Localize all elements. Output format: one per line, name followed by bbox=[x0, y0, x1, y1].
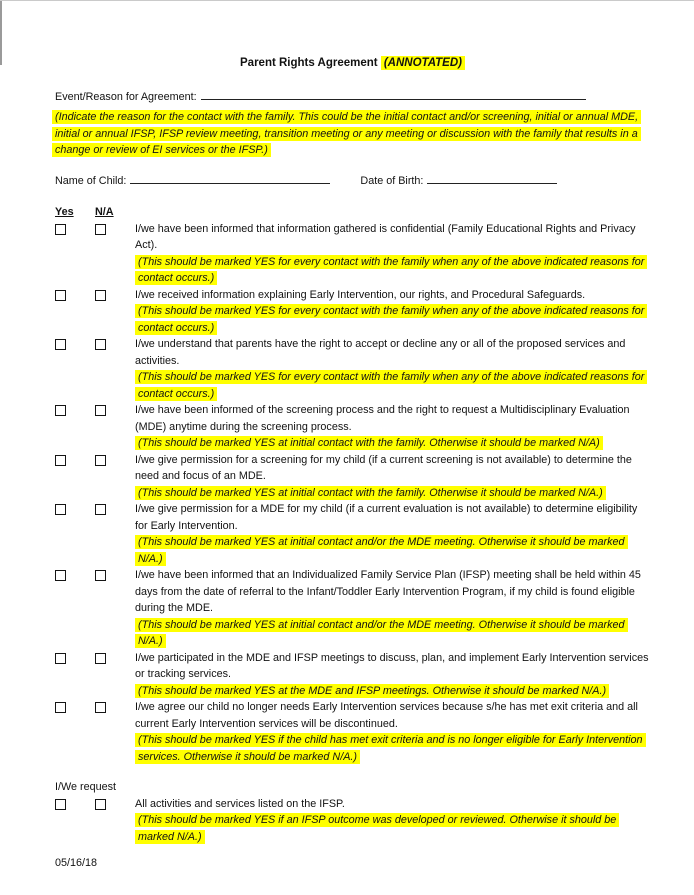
checkbox-cell-na bbox=[95, 699, 135, 719]
na-checkbox[interactable] bbox=[95, 405, 106, 416]
name-of-child-blank-line[interactable] bbox=[130, 172, 330, 184]
item-annotation bbox=[135, 435, 650, 452]
item-annotation-highlight: (This should be marked YES for every contact with the family when any of the above indicated reasons for contact occurs.) bbox=[135, 370, 647, 401]
item-statement: I/we give permission for a MDE for my child (if a current evaluation is not available) to determine eligibility for Early Intervention. bbox=[135, 503, 638, 532]
item-text-block bbox=[135, 452, 650, 502]
checkbox-cell-na bbox=[95, 402, 135, 422]
yes-checkbox[interactable] bbox=[55, 702, 66, 713]
na-checkbox[interactable] bbox=[95, 799, 106, 810]
intro-annotation: (Indicate the reason for the contact with the family. This could be the initial contact and/or screening, initial or annual MDE, initial or annual IFSP, IFSP review meeting, transition meeting or any meeting or discussion with the family that results in a change or review of EI services or the IFSP.) bbox=[52, 109, 648, 159]
yes-column-header: Yes bbox=[55, 206, 74, 218]
child-info-row bbox=[55, 172, 650, 190]
item-annotation bbox=[135, 732, 650, 765]
item-text-block bbox=[135, 796, 650, 846]
item-statement: All activities and services listed on the IFSP. bbox=[135, 797, 345, 810]
item-text-block bbox=[135, 221, 650, 287]
event-reason-blank-line[interactable] bbox=[201, 88, 586, 100]
checklist-item-row bbox=[55, 650, 650, 700]
checkbox-cell-na bbox=[95, 221, 135, 241]
item-annotation-highlight: (This should be marked YES at the MDE and IFSP meetings. Otherwise it should be marked N/A.) bbox=[135, 684, 609, 698]
yes-checkbox[interactable] bbox=[55, 339, 66, 350]
item-statement: I/we have been informed that information gathered is confidential (Family Educational Rights and Privacy Act). bbox=[135, 222, 636, 251]
item-text-block bbox=[135, 402, 650, 452]
request-section-label: I/We request bbox=[55, 781, 117, 793]
item-annotation-highlight: (This should be marked YES if an IFSP outcome was developed or reviewed. Otherwise it should be marked N/A.) bbox=[135, 813, 619, 844]
checkbox-cell-yes bbox=[55, 336, 95, 356]
item-statement: I/we participated in the MDE and IFSP meetings to discuss, plan, and implement Early Intervention services or tracking services. bbox=[135, 651, 649, 680]
item-annotation bbox=[135, 812, 650, 845]
checkbox-cell-na bbox=[95, 567, 135, 587]
date-of-birth-label: Date of Birth: bbox=[360, 174, 424, 187]
item-statement: I/we have been informed that an Individualized Family Service Plan (IFSP) meeting shall be held within 45 days from the date of referral to the Infant/Toddler Early Intervention Program, if my child is found eligible during the MDE. bbox=[135, 569, 641, 614]
item-annotation-highlight: (This should be marked YES at initial contact with the family. Otherwise it should be marked N/A.) bbox=[135, 486, 606, 500]
yes-checkbox[interactable] bbox=[55, 504, 66, 515]
item-annotation bbox=[135, 683, 650, 700]
item-statement: I/we received information explaining Early Intervention, our rights, and Procedural Safeguards. bbox=[135, 288, 586, 301]
item-annotation-highlight: (This should be marked YES at initial contact and/or the MDE meeting. Otherwise it should be marked N/A.) bbox=[135, 535, 628, 566]
yes-checkbox[interactable] bbox=[55, 290, 66, 301]
request-section-items bbox=[55, 796, 650, 846]
item-annotation bbox=[135, 617, 650, 650]
checkbox-cell-yes bbox=[55, 402, 95, 422]
item-text-block bbox=[135, 501, 650, 567]
item-text-block bbox=[135, 650, 650, 700]
item-annotation bbox=[135, 534, 650, 567]
checkbox-cell-yes bbox=[55, 287, 95, 307]
event-reason-row bbox=[55, 88, 650, 106]
item-statement: I/we understand that parents have the right to accept or decline any or all of the proposed services and activities. bbox=[135, 338, 626, 367]
checkbox-cell-yes bbox=[55, 699, 95, 719]
item-annotation bbox=[135, 254, 650, 287]
checklist-item-row bbox=[55, 287, 650, 337]
page-title-main: Parent Rights Agreement bbox=[240, 57, 378, 69]
checklist-item-row bbox=[55, 221, 650, 287]
checklist-item-row bbox=[55, 336, 650, 402]
checkbox-cell-na bbox=[95, 452, 135, 472]
checklist-item-row bbox=[55, 452, 650, 502]
na-checkbox[interactable] bbox=[95, 224, 106, 235]
yes-checkbox[interactable] bbox=[55, 653, 66, 664]
checklist-item-row bbox=[55, 699, 650, 765]
event-reason-label: Event/Reason for Agreement: bbox=[55, 90, 197, 103]
item-annotation-highlight: (This should be marked YES for every contact with the family when any of the above indicated reasons for contact occurs.) bbox=[135, 304, 647, 335]
item-statement: I/we have been informed of the screening process and the right to request a Multidisciplinary Evaluation (MDE) anytime during the screening process. bbox=[135, 404, 630, 433]
item-statement: I/we give permission for a screening for my child (if a current screening is not available) to determine the need and focus of an MDE. bbox=[135, 453, 632, 482]
name-of-child-label: Name of Child: bbox=[55, 174, 127, 187]
na-checkbox[interactable] bbox=[95, 653, 106, 664]
checkbox-cell-yes bbox=[55, 650, 95, 670]
checkbox-cell-na bbox=[95, 501, 135, 521]
na-checkbox[interactable] bbox=[95, 702, 106, 713]
na-column-header: N/A bbox=[95, 206, 114, 218]
page-title bbox=[55, 55, 650, 72]
checkbox-cell-na bbox=[95, 796, 135, 816]
item-annotation-highlight: (This should be marked YES at initial contact with the family. Otherwise it should be marked N/A) bbox=[135, 436, 603, 450]
item-annotation bbox=[135, 369, 650, 402]
checkbox-cell-yes bbox=[55, 501, 95, 521]
checkbox-column-headers bbox=[55, 204, 650, 221]
na-checkbox[interactable] bbox=[95, 290, 106, 301]
checkbox-cell-na bbox=[95, 287, 135, 307]
page-title-annotated: (ANNOTATED) bbox=[381, 56, 465, 70]
item-annotation-highlight: (This should be marked YES at initial contact and/or the MDE meeting. Otherwise it should be marked N/A.) bbox=[135, 618, 628, 649]
checklist-item-row bbox=[55, 402, 650, 452]
yes-checkbox[interactable] bbox=[55, 224, 66, 235]
checklist-items bbox=[55, 221, 650, 766]
item-annotation-highlight: (This should be marked YES for every contact with the family when any of the above indicated reasons for contact occurs.) bbox=[135, 255, 647, 286]
yes-checkbox[interactable] bbox=[55, 455, 66, 466]
item-text-block bbox=[135, 336, 650, 402]
checkbox-cell-yes bbox=[55, 221, 95, 241]
na-checkbox[interactable] bbox=[95, 455, 106, 466]
date-of-birth-blank-line[interactable] bbox=[427, 172, 557, 184]
yes-checkbox[interactable] bbox=[55, 570, 66, 581]
item-text-block bbox=[135, 287, 650, 337]
checkbox-cell-yes bbox=[55, 452, 95, 472]
na-checkbox[interactable] bbox=[95, 504, 106, 515]
item-annotation-highlight: (This should be marked YES if the child has met exit criteria and is no longer eligible for Early Intervention services. Otherwise it should be marked N/A.) bbox=[135, 733, 646, 764]
item-annotation bbox=[135, 303, 650, 336]
checklist-item-row bbox=[55, 501, 650, 567]
checkbox-cell-yes bbox=[55, 796, 95, 816]
footer-date: 05/16/18 bbox=[55, 857, 98, 869]
item-statement: I/we agree our child no longer needs Early Intervention services because s/he has met exit criteria and all current Early Intervention services will be discontinued. bbox=[135, 701, 638, 730]
form-content bbox=[0, 1, 694, 872]
checkbox-cell-na bbox=[95, 650, 135, 670]
yes-checkbox[interactable] bbox=[55, 799, 66, 810]
item-text-block bbox=[135, 567, 650, 650]
item-annotation bbox=[135, 485, 650, 502]
na-checkbox[interactable] bbox=[95, 339, 106, 350]
yes-checkbox[interactable] bbox=[55, 405, 66, 416]
checklist-item-row bbox=[55, 796, 650, 846]
scan-edge-artifact bbox=[0, 1, 2, 65]
checkbox-cell-yes bbox=[55, 567, 95, 587]
checklist-item-row bbox=[55, 567, 650, 650]
checkbox-cell-na bbox=[95, 336, 135, 356]
item-text-block bbox=[135, 699, 650, 765]
na-checkbox[interactable] bbox=[95, 570, 106, 581]
